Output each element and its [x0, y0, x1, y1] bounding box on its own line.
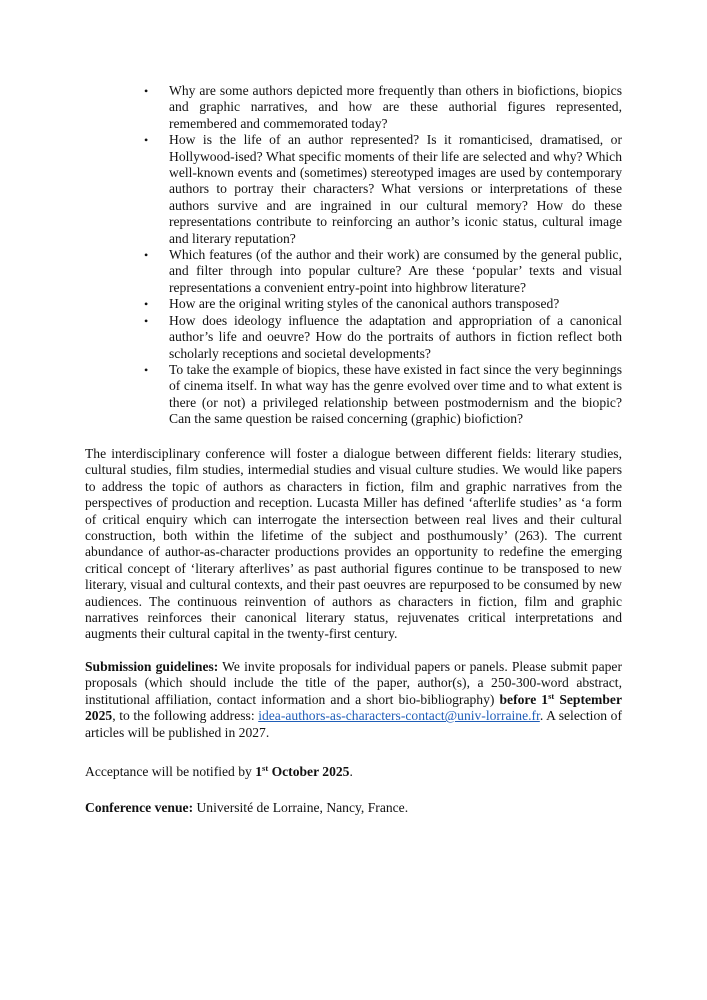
acceptance-day: 1: [255, 764, 263, 779]
list-item: [132, 362, 622, 428]
question-list: [132, 83, 622, 428]
question-text: How are the original writing styles of the canonical authors transposed?: [169, 296, 560, 312]
venue-paragraph: [85, 800, 622, 816]
intro-paragraph: The interdisciplinary conference will foster a dialogue between different fields: literary studies, cultural studies, film studies, intermedial studies and visual culture studies. We would like papers to address the topic of authors as characters in fiction, film and graphic narratives from the perspectives of production and reception. Lucasta Miller has defined ‘afterlife studies’ as ‘a form of critical enquiry which can interrogate the intersection between real lives and their cultural construction, both within the lifetime of the subject and posthumously’ (263). The current abundance of author-as-character productions provides an opportunity to redefine the emerging critical concept of ‘literary afterlives’ as past authorial figures continue to be transposed to new literary, visual and cultural contexts, and their past oeuvres are repurposed to be consumed by new audiences. The continuous reinvention of authors as characters in fiction, film and graphic narratives reinforces their canonical literary status, rejuvenates critical interpretations and augments their cultural capital in the twenty-first century.: [85, 446, 622, 642]
list-item: [132, 83, 622, 132]
list-item: [132, 132, 622, 247]
bullet-icon: •: [144, 133, 149, 148]
deadline-month-year: September 2025: [85, 691, 622, 724]
question-text: Why are some authors depicted more frequently than others in biofictions, biopics and graphic narratives, and how are these authorial figures represented, remembered and commemorated today?: [169, 83, 622, 131]
acceptance-date: [255, 764, 349, 779]
acceptance-month-year: October 2025: [268, 764, 350, 779]
bullet-icon: •: [144, 248, 149, 263]
question-text: How is the life of an author represented? Is it romanticised, dramatised, or Hollywood-ised? What specific moments of their life are selected and why? Which well-known events and (sometimes) stereotyped images are used by contemporary authors to portray their characters? What versions or interpretations of these authors survive and are ingrained in our cultural memory? How do these representations contribute to reinforcing an author’s iconic status, cultural image and literary reputation?: [169, 132, 622, 246]
acceptance-end: .: [349, 764, 353, 779]
bullet-icon: •: [144, 362, 149, 377]
question-text: How does ideology influence the adaptation and appropriation of a canonical author’s life and oeuvre? How do the portraits of authors in fiction reflect both scholarly receptions and societal developments?: [169, 312, 622, 361]
submission-address-text: , to the following address:: [112, 708, 259, 724]
deadline-day: before 1: [499, 691, 549, 707]
submission-end-text: . A selection of articles will be published in 2027.: [85, 708, 622, 740]
list-item: [132, 247, 622, 296]
question-text: Which features (of the author and their work) are consumed by the general public, and filter through into popular culture? Are these ‘popular’ texts and visual representations a convenient entry-point into highbrow literature?: [169, 247, 622, 295]
list-item: [132, 296, 622, 312]
deadline-ordinal: st: [548, 690, 555, 701]
acceptance-text: Acceptance will be notified by: [85, 764, 256, 779]
venue-text: Université de Lorraine, Nancy, France.: [193, 800, 409, 815]
acceptance-ordinal: st: [262, 763, 269, 773]
question-text: To take the example of biopics, these have existed in fact since the very beginnings of cinema itself. In what way has the genre evolved over time and to what extent is there (or not) a privileged relationship between postmodernism and the biopic? Can the same question be raised concerning (graphic) biofiction?: [169, 361, 622, 427]
submission-paragraph: [85, 659, 622, 741]
submission-text: We invite proposals for individual papers or panels. Please submit paper proposals (which should include the title of the paper, author(s), a 250-300-word abstract, institutional affiliation, contact information and a short bio-bibliography): [85, 659, 622, 707]
venue-label: Conference venue:: [85, 800, 194, 815]
contact-email-link[interactable]: idea-authors-as-characters-contact@univ-lorraine.fr: [258, 708, 540, 724]
bullet-icon: •: [144, 313, 149, 328]
submission-label: Submission guidelines:: [85, 659, 219, 674]
list-item: [132, 313, 622, 362]
bullet-icon: •: [144, 297, 149, 312]
bullet-icon: •: [144, 84, 149, 98]
acceptance-paragraph: [85, 764, 622, 780]
